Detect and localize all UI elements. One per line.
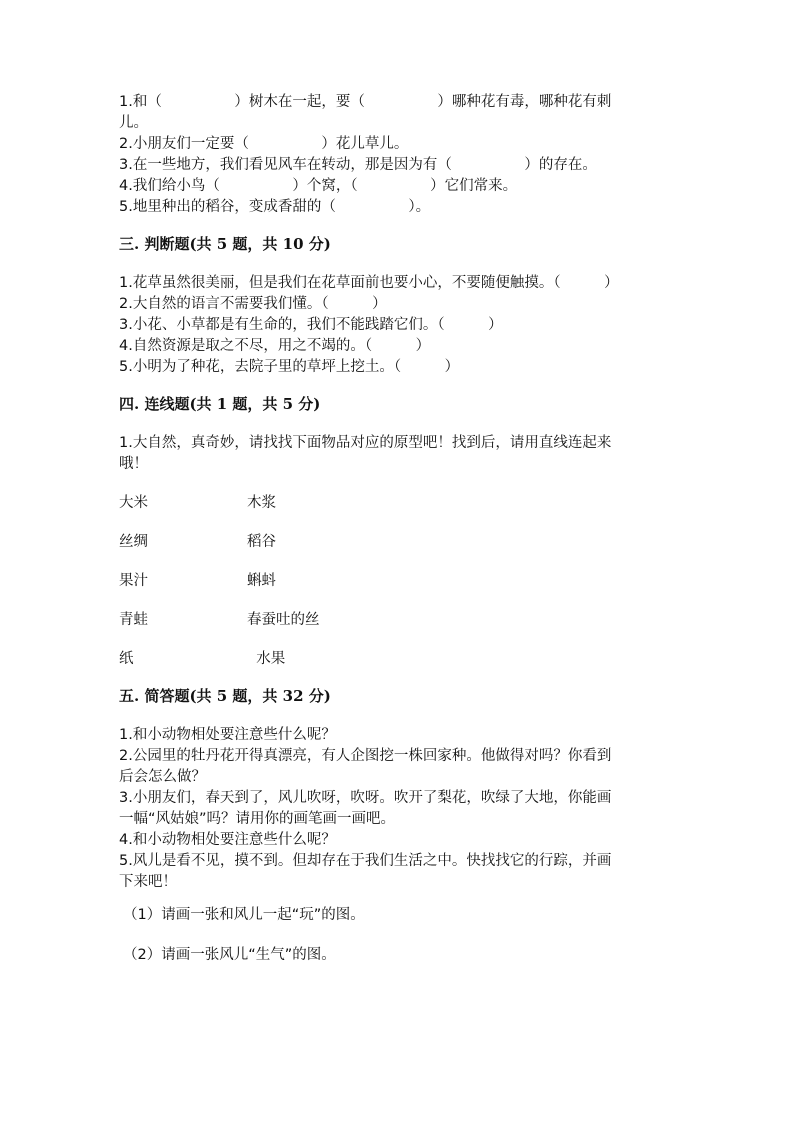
match-right-item: 蝌蚪 xyxy=(247,573,276,589)
short-answer-item-4: 4.和小动物相处要注意些什么呢？ xyxy=(119,832,336,848)
judgement-item-3: 3.小花、小草都是有生命的，我们不能践踏它们。（ ） xyxy=(119,317,503,333)
judgement-item-4: 4.自然资源是取之不尽，用之不竭的。（ ） xyxy=(119,338,431,354)
match-right-item: 水果 xyxy=(247,651,286,667)
section-3-title: 三. 判断题(共 5 题，共 10 分) xyxy=(119,235,331,253)
fill-in-item-1-cont: 儿。 xyxy=(119,115,148,131)
match-row-5 xyxy=(119,649,679,670)
drawing-task-2: （2）请画一张风儿“生气”的图。 xyxy=(123,947,336,963)
matching-question-cont: 哦！ xyxy=(119,456,148,472)
match-row-1 xyxy=(119,493,679,514)
short-answer-item-3: 3.小朋友们，春天到了，风儿吹呀，吹呀。吹开了梨花，吹绿了大地，你能画 xyxy=(119,790,612,806)
judgement-item-2: 2.大自然的语言不需要我们懂。（ ） xyxy=(119,296,387,312)
match-left-item: 大米 xyxy=(119,495,148,511)
judgement-item-5: 5.小明为了种花，去院子里的草坪上挖土。（ ） xyxy=(119,359,460,375)
fill-in-item-1: 1.和（ ）树木在一起，要（ ）哪种花有毒，哪种花有刺 xyxy=(119,94,612,110)
match-row-2 xyxy=(119,532,679,553)
match-left-item: 青蛙 xyxy=(119,612,148,628)
match-left-item: 丝绸 xyxy=(119,534,148,550)
drawing-task-1: （1）请画一张和风儿一起“玩”的图。 xyxy=(123,907,365,923)
judgement-list xyxy=(119,273,679,378)
short-answer-item-1: 1.和小动物相处要注意些什么呢？ xyxy=(119,727,336,743)
match-right-item: 春蚕吐的丝 xyxy=(247,612,320,628)
section-5-title: 五. 简答题(共 5 题，共 32 分) xyxy=(119,687,331,705)
short-answer-item-5-cont: 下来吧！ xyxy=(119,874,177,890)
fill-in-list xyxy=(119,92,679,218)
short-answer-item-2: 2.公园里的牡丹花开得真漂亮，有人企图挖一株回家种。他做得对吗？你看到 xyxy=(119,748,612,764)
match-right-item: 稻谷 xyxy=(247,534,276,550)
fill-in-item-2: 2.小朋友们一定要（ ）花儿草儿。 xyxy=(119,136,409,152)
match-right-item: 木浆 xyxy=(247,495,276,511)
fill-in-item-3: 3.在一些地方，我们看见风车在转动，那是因为有（ ）的存在。 xyxy=(119,157,597,173)
short-answer-list xyxy=(119,725,679,893)
worksheet-page xyxy=(119,92,679,966)
match-row-3 xyxy=(119,571,679,592)
section-4-title: 四. 连线题(共 1 题，共 5 分) xyxy=(119,395,321,413)
judgement-item-1: 1.花草虽然很美丽，但是我们在花草面前也要小心，不要随便触摸。（ ） xyxy=(119,275,619,291)
short-answer-item-5: 5.风儿是看不见，摸不到。但却存在于我们生活之中。快找找它的行踪，并画 xyxy=(119,853,612,869)
match-left-item: 纸 xyxy=(119,651,134,667)
short-answer-item-3-cont: 一幅“风姑娘”吗？请用你的画笔画一画吧。 xyxy=(119,811,396,827)
fill-in-item-4: 4.我们给小鸟（ ）个窝，（ ）它们常来。 xyxy=(119,178,518,194)
matching-question: 1.大自然，真奇妙，请找找下面物品对应的原型吧！找到后，请用直线连起来 xyxy=(119,435,612,451)
fill-in-item-5: 5.地里种出的稻谷，变成香甜的（ ）。 xyxy=(119,199,431,215)
short-answer-item-2-cont: 后会怎么做？ xyxy=(119,769,206,785)
match-left-item: 果汁 xyxy=(119,573,148,589)
match-row-4 xyxy=(119,610,679,631)
